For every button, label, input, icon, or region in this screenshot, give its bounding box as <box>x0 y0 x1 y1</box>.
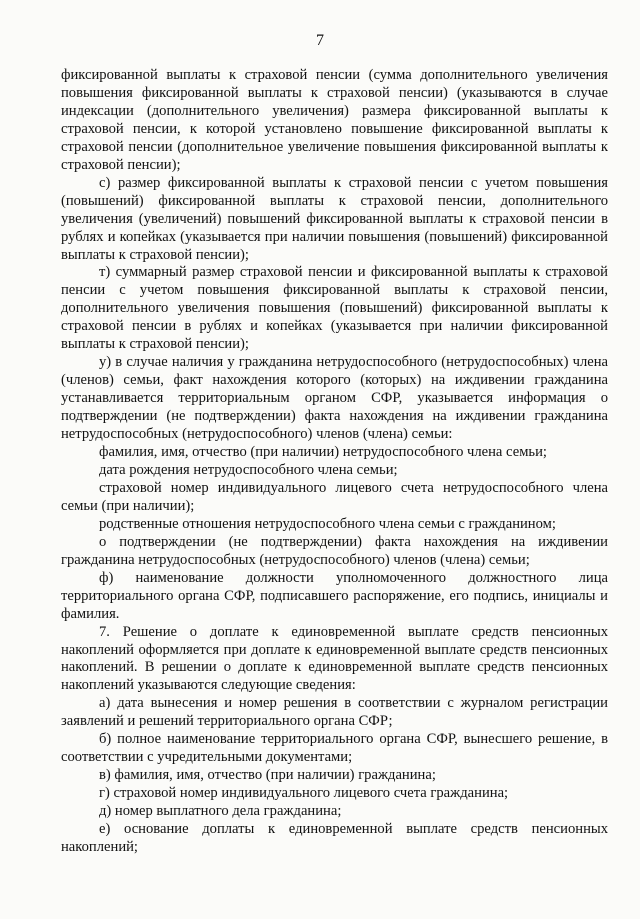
paragraph-section-7: 7. Решение о доплате к единовременной выплате средств пенсионных накоплений оформляется при доплате к единовременной выплате средств пенсионных накоплений. В решении о доплате к единовременной выплате средств пенсионных накоплений указываются следующие сведения: <box>61 623 608 694</box>
paragraph-item-b: б) полное наименование территориального органа СФР, вынесшего решение, в соответствии с учредительными документами; <box>61 731 608 766</box>
paragraph-item-e: е) основание доплаты к единовременной выплате средств пенсионных накоплений; <box>61 821 608 855</box>
paragraph-dependent-confirmation: о подтверждении (не подтверждении) факта нахождения на иждивении гражданина нетрудоспособных (нетрудоспособного) членов (члена) семьи; <box>61 533 608 568</box>
paragraph-dependent-name: фамилия, имя, отчество (при наличии) нетрудоспособного члена семьи; <box>99 444 547 461</box>
paragraph-item-u: у) в случае наличия у гражданина нетрудоспособного (нетрудоспособных) члена (членов) семьи, факт нахождения которого (которых) на иждивении гражданина устанавливается территориальным органом СФР, указывается информация о подтверждении (не подтверждении) факта нахождения на иждивении гражданина нетрудоспособных (нетрудоспособного) членов (члена) семьи: <box>61 354 608 443</box>
page-number: 7 <box>316 32 324 49</box>
paragraph-item-a: а) дата вынесения и номер решения в соответствии с журналом регистрации заявлений и решений территориального органа СФР; <box>61 695 608 730</box>
paragraph-item-v: в) фамилия, имя, отчество (при наличии) гражданина; <box>99 767 436 784</box>
paragraph-item-s: с) размер фиксированной выплаты к страховой пенсии с учетом повышения (повышений) фиксированной выплаты к страховой пенсии, дополнительного увеличения (увеличений) повышений фиксированной выплаты к страховой пенсии в рублях и копейках (указывается при наличии повышения (повышений) фиксированной выплаты к страховой пенсии); <box>61 174 608 263</box>
document-body <box>61 67 608 857</box>
paragraph-item-d: д) номер выплатного дела гражданина; <box>99 803 342 820</box>
paragraph-dependent-birthdate: дата рождения нетрудоспособного члена семьи; <box>99 461 398 478</box>
paragraph-item-f: ф) наименование должности уполномоченного должностного лица территориального органа СФР, подписавшего распоряжение, его подпись, инициалы и фамилия. <box>61 569 608 622</box>
paragraph-item-t: т) суммарный размер страховой пенсии и фиксированной выплаты к страховой пенсии с учетом повышения фиксированной выплаты к страховой пенсии, дополнительного увеличения повышения (повышений) фиксированной выплаты к страховой пенсии в рублях и копейках (указывается при наличии фиксированной выплаты к страховой пенсии); <box>61 264 608 353</box>
paragraph-dependent-relation: родственные отношения нетрудоспособного члена семьи с гражданином; <box>99 515 556 532</box>
paragraph-continuation: фиксированной выплаты к страховой пенсии (сумма дополнительного увеличения повышения фиксированной выплаты к страховой пенсии) (указываются в случае индексации (дополнительного увеличения) размера фиксированной выплаты к страховой пенсии, к которой установлено повышение фиксированной выплаты к страховой пенсии (дополнительное увеличение повышения фиксированной выплаты к страховой пенсии); <box>61 67 608 173</box>
paragraph-dependent-snils: страховой номер индивидуального лицевого счета нетрудоспособного члена семьи (при наличии); <box>61 479 608 514</box>
paragraph-item-g: г) страховой номер индивидуального лицевого счета гражданина; <box>99 785 509 802</box>
